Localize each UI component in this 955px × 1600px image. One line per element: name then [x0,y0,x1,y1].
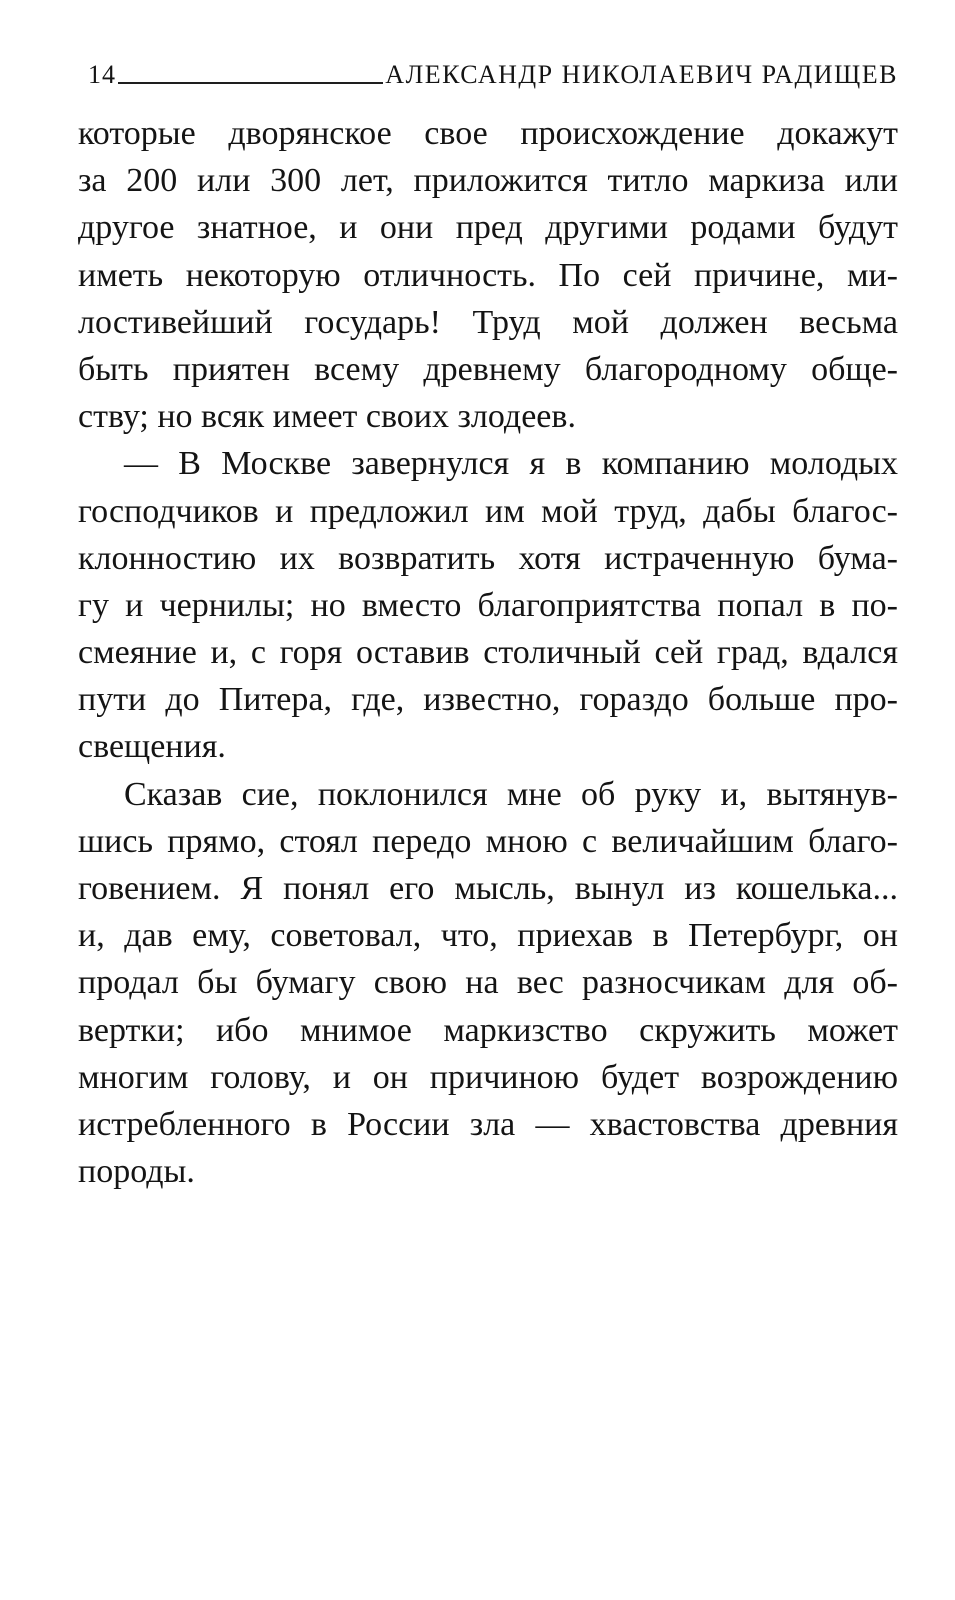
text-line: многим голову, и он причиною будет возрождению [78,1058,898,1096]
text-line: Сказав сие, поклонился мне об руку и, вытянув- [124,775,898,813]
text-line: породы. [78,1153,195,1191]
text-line: продал бы бумагу свою на вес разносчикам для об- [78,964,898,1002]
paragraph [78,110,898,440]
text-line: ству; но всяк имеет своих злодеев. [78,398,576,436]
body-text [78,110,898,1195]
paragraph [78,440,898,770]
header-rule [118,82,383,84]
text-line: другое знатное, и они пред другими родами будут [78,209,898,247]
text-line: — В Москве завернулся я в компанию молодых [124,445,898,483]
text-line: лостивейший государь! Труд мой должен весьма [78,303,898,341]
text-line: быть приятен всему древнему благородному обще- [78,350,898,388]
text-line: за 200 или 300 лет, приложится титло маркиза или [78,162,898,200]
text-line: смеяние и, с горя оставив столичный сей град, вдался [78,634,898,672]
running-head [88,50,898,90]
text-line: клонностию их возвратить хотя истраченную бума- [78,539,898,577]
text-line: истребленного в России зла — хвастовства древния [78,1105,898,1143]
text-line: пути до Питера, где, известно, гораздо больше про- [78,681,898,719]
text-line: господчиков и предложил им мой труд, дабы благос- [78,492,898,530]
page-number: 14 [88,60,116,89]
paragraph [78,771,898,1196]
text-line: гу и чернилы; но вместо благоприятства попал в по- [78,586,898,624]
text-line: шись прямо, стоял передо мною с величайшим благо- [78,822,898,860]
text-line: которые дворянское свое происхождение докажут [78,115,898,152]
text-line: иметь некоторую отличность. По сей причине, ми- [78,256,898,294]
running-title: АЛЕКСАНДР НИКОЛАЕВИЧ РАДИЩЕВ [385,60,898,89]
text-line: и, дав ему, советовал, что, приехав в Петербург, он [78,917,898,955]
text-line: свещения. [78,728,226,766]
text-line: вертки; ибо мнимое маркизство скружить может [78,1011,898,1049]
text-line: говением. Я понял его мысль, вынул из кошелька... [78,870,898,907]
